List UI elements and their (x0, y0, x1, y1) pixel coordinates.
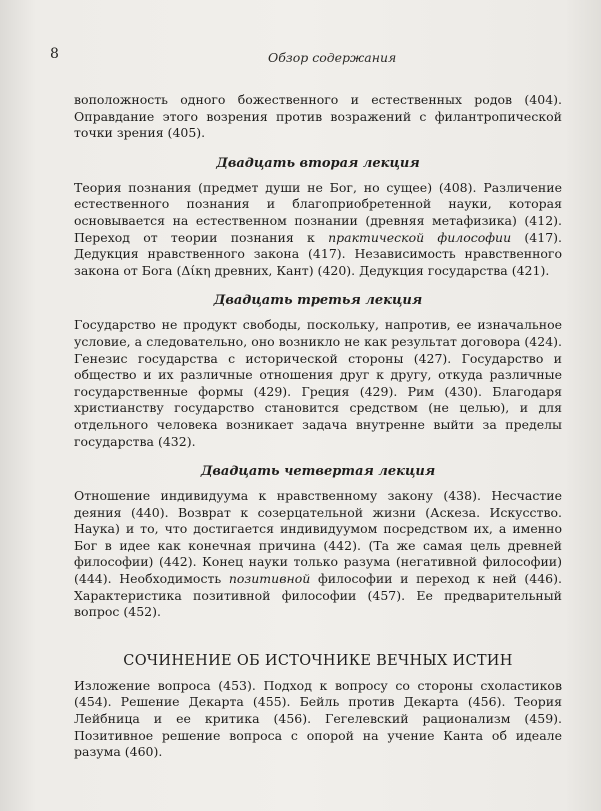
lecture-24-title: Двадцать четвертая лекция (200, 464, 436, 480)
lecture-23-title: Двадцать третья лекция (213, 293, 423, 309)
text-segment: Государство не продукт свободы, поскольку, напротив, ее изначальное условие, а следовательно, оно возникло не как результат договора (424). Генезис государства с исторической стороны (427). Государство и общество и их различные отношения друг к другу, откуда различные государственные формы (429). Греция (429). Рим (430). Благодаря христианству государство становится средством (не целью), и для отдельного человека возникает задача внутренне выйти за пределы государства (432). (74, 317, 562, 449)
eternal-truths-paragraph (74, 678, 562, 761)
text-segment: воположность одного божественного и естественных родов (404). Оправдание этого возрения против возражений с филантропической точки зрения (405). (74, 92, 562, 141)
text-segment: Изложение вопроса (453). Подход к вопросу со стороны схоластиков (454). Решение Декарта (455). Бейль против Декарта (456). Теория Лейбница и ее критика (456). Гегелевский рационализм (459). Позитивное решение вопроса с опорой на учение Канта об идеале разума (460). (74, 677, 562, 760)
lecture-22-paragraph (74, 180, 562, 280)
page-content (74, 92, 562, 761)
lecture-22-title: Двадцать вторая лекция (216, 155, 420, 171)
page-number: 8 (50, 46, 59, 62)
lecture-23-paragraph (74, 317, 562, 450)
text-segment: Теория познания (предмет души не Бог, но сущее) (408). Различение естественного познания и благоприобретенной науки, которая основывается на естественном познании (древняя метафизика) (412). Переход от теории познания к (74, 179, 562, 245)
text-segment: философии и переход к ней (446). Характеристика позитивной философии (457). Ее предварительный вопрос (452). (74, 571, 562, 620)
intro-paragraph (74, 92, 562, 142)
running-head: Обзор содержания (268, 50, 397, 65)
italic-term: позитивной (228, 571, 311, 587)
italic-term: практической философии (328, 229, 512, 245)
eternal-truths-title: СОЧИНЕНИЕ ОБ ИСТОЧНИКЕ ВЕЧНЫХ ИСТИН (123, 652, 513, 669)
lecture-24-paragraph (74, 488, 562, 621)
text-segment: Отношение индивидуума к нравственному закону (438). Несчастие деяния (440). Возврат к созерцательной жизни (Аскеза. Искусство. Наука) и то, что достигается индивидуумом посредством их, а именно Бог в идее как конечная причина (442). (Та же самая цель древней философии) (442). Конец науки только разума (негативной философии) (444). Необходимость (74, 488, 562, 587)
text-segment: (417). Дедукция нравственного закона (417). Независимость нравственного закона от Бога (Δίκη древних, Кант) (420). Дедукция государства (421). (74, 229, 563, 278)
